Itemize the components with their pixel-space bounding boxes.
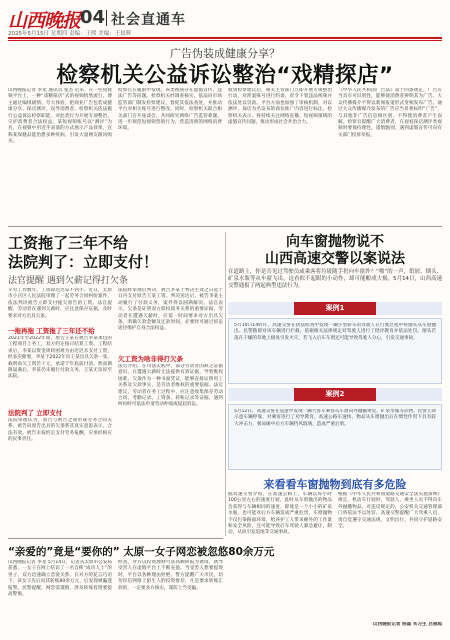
column-divider bbox=[225, 232, 226, 536]
newspaper-logo: 山西晚报 bbox=[8, 10, 81, 32]
story1-column-4: 《中华人民共和国广告法》第十四条规定，广告应当具有可识别性，能够使消费者辨明其为广告。大众传播媒介不得以新闻报道形式变相发布广告。通过大众传播媒介发布的广告应当显著标明“广告”，与其他非广告信息相区别，不得使消费者产生误解。检察官提醒广大消费者，在观看探店测评类视频时要保持理性，谨慎甄别，遇到虚假宣传可向有关部门投诉举报。 bbox=[338, 88, 442, 138]
story3-lead: 在道路上，你是否见过驾驶员或乘客将垃圾随手扔向车窗外？“啪”的一声，纸屑、烟头、矿泉水瓶等从车窗飞出。这看似不起眼的小动作，却可能酿成大祸。5月14日，山西高速交警通报了两起典型违法行为。 bbox=[228, 269, 442, 290]
story3-headline-line2: 山西高速交警以案说法 bbox=[265, 251, 405, 267]
story1-column-1: 山西晚报记者 李龙 通讯员 张杰 近来，在一些短视频平台上，一种“戏精探店”式的视频悄然流行，博主通过编排剧情、夸大体验，把商业广告包装成健康分享、探店测评，误导消费者。检察机关依法履行公益诉讼检察职能，对此类行为开展专项整治，守护消费者合法权益。某短视频账号以“测评”为名，在视频中用近乎表演的方式展示产品效果，宣称某保健品能治愈多种疾病，引发大量网友跟风购买。 bbox=[8, 88, 112, 145]
issue-meta: 2025年5月15日 星期四 责编：王熙 美编：王晨辉 bbox=[8, 31, 132, 37]
case1-text: 5月10日14时许，高速交警在执法检查中发现一辆小型轿车的驾驶人在行驶过程中将烟头从车窗抛出。民警随即对该车辆进行拦截，依据相关法律规定对驾驶人进行了批评教育并依法处罚。烟头若落在干燥的草地上极易引发火灾，若飞入后车车窗还可能导致驾驶人分心，引发交通事故。 bbox=[234, 323, 436, 341]
story4-column-2: 经查，对方以投资理财可获高额回报为诱饵，诱导受害人在虚假平台上不断充值，当受害人想要提现时，平台以各种理由拒绝。警方提醒广大市民，切勿轻信网络上陌生人的投资推荐，凡是要求转账汇款的，一定要多方核实，谨防上当受骗。 bbox=[118, 560, 223, 591]
story-divider bbox=[8, 226, 442, 227]
masthead bbox=[8, 6, 442, 36]
story1-column-2: 检察官在履职中发现，该类视频存在虚假宣传、违法广告等问题。检察机关经调查核实，依法向市场监管部门制发检察建议，督促其依法查处，并推动平台对相关账号进行整改。同时，检察机关联合相关部门召开座谈会，共同研究网络广告监管难题，进一步规范短视频营销行为，营造清朗的网络消费环境。 bbox=[118, 88, 222, 132]
case2-tag: 案例2 bbox=[294, 388, 376, 401]
masthead-rule-thin bbox=[8, 40, 442, 41]
story3-headline-2: 来看看车窗抛物到底有多危险 bbox=[263, 478, 407, 491]
story4-headline: “亲爱的”竟是“要你的” 太原一女子网恋被忽悠80余万元 bbox=[8, 546, 275, 558]
story1-kicker: 广告伪装成健康分享？ bbox=[170, 47, 280, 60]
story1-headline: 检察机关公益诉讼整治“戏精探店” bbox=[56, 63, 394, 88]
case1-tag: 案例1 bbox=[294, 302, 376, 315]
case2-box bbox=[228, 404, 442, 470]
story2-headline-line1: 工资拖了三年不给 bbox=[8, 234, 129, 252]
story2-subhead-3: 欠工资为啥非得打欠条 bbox=[118, 355, 183, 363]
case1-box bbox=[228, 318, 442, 384]
story2-column-1: 辛劳工作数年，工资却迟迟拿不到手。近日，太原市小店区人民法院审理了一起劳务合同纠纷案件，依法判决被告立即支付拖欠原告的工资。法官提醒，劳动者在遇到欠薪时，应注意保存证据，及时要求对方出具欠条。 bbox=[8, 288, 112, 319]
story2-column-2b: 法官介绍，在司法实践中，部分劳动者因缺乏证据意识，在遭遇欠薪时无法提供有效证据，导致维权困难。欠条作为一种书面凭证，能够直接证明用工关系及欠款事实，是劳动者维权的重要依据。法官建议，劳动者在务工过程中，应注意收集保存劳动合同、考勤记录、工资条、转账记录等证据，遇到纠纷时可依法申请劳动仲裁或提起诉讼。 bbox=[118, 364, 223, 408]
story3-column-1: 据高速交警介绍，在高速公路上，车辆以每小时100公里左右的速度行驶，此时从车窗抛出的物品会获得与车辆相同的速度，即使是一个小小的矿泉水瓶，也可能对后方车辆造成严重危害。车窗抛物不仅污染路面环境，给养护工人带来额外的工作量和安全风险，还可能导致后车驾驶人紧急避让、制动，从而引发追尾等交通事故。 bbox=[228, 492, 332, 536]
story3-headline-line1: 向车窗抛物说不 bbox=[286, 234, 384, 250]
masthead-separator bbox=[106, 10, 107, 26]
story2-column-1c: 法院审理认为，原告与被告之间形成劳务合同关系，被告向原告出具的欠条系其真实意思表示，合法有效。被告未按约定支付劳务报酬，应承担相应的民事责任。 bbox=[8, 418, 112, 443]
story2-subhead-1: 一拖再拖 工资拖了三年还不给 bbox=[8, 327, 95, 335]
story2-subhead-2: 法院判了 立即支付 bbox=[8, 409, 63, 417]
page-number: 04 bbox=[80, 7, 106, 28]
story2-subheadline: 法官提醒 遇到欠薪记得打欠条 bbox=[8, 276, 128, 286]
story2-headline-line2: 法院判了：立即支付！ bbox=[8, 253, 159, 271]
story2-column-2: 法院经审理后判决，被告李某于判决生效之日起十日内支付原告王某工资。判决送达后，被告李某主动履行了付款义务，案件得以圆满解决。法官表示，欠条是证明双方债权债务关系的重要证据，劳动者在遭遇欠薪时，应第一时间要求对方出具欠条，明确欠款金额及还款时间，必要时可通过诉讼途径维护自身合法权益。 bbox=[118, 288, 223, 332]
story4-column-1: 山西晚报记者 李龙 5月14日，记者从太原市公安局获悉，一女子在网上结识了一名自称“成功人士”的男子，双方迅速确立恋爱关系。在对方的花言巧语下，该女子先后向其转账80余万元，后发现被骗遂报警。民警提醒，网恋需谨慎，涉及转账投资要提高警惕。 bbox=[8, 560, 112, 598]
case2-text: 5月12日，高速交警在巡逻中发现一辆大客车乘客从车窗向外抛撒果皮、矿泉水瓶等杂物。民警立即示意车辆停靠，对乘客进行了劝导教育。高速公路车速快，物品从车窗抛出后在惯性作用下具有较大冲击力，极易砸中后方车辆挡风玻璃，造成严重后果。 bbox=[234, 409, 436, 427]
story1-column-3: 收到检察建议后，相关主管部门立即开展专项整治行动，对涉案账号进行约谈，责令下架违法视频并依法处以罚款。平台方面也加强了审核机制，对以测评、探店为名发布的商业推广内容进行标注。检察机关表示，将持续关注网络直播、短视频领域的虚假宣传问题，推动形成社会共治合力。 bbox=[228, 88, 332, 126]
masthead-rule bbox=[8, 37, 442, 39]
section-title: 社会直通车 bbox=[111, 12, 186, 28]
story4-divider bbox=[8, 538, 223, 539]
story3-column-2: 根据《中华人民共和国道路交通安全法实施条例》规定，机动车行驶时，驾驶人、乘坐人员不得向车外抛撒物品。对违反规定的，公安机关交通管理部门将依法予以处罚。高速交警提醒广大驾乘人员，请自觉遵守交通法规，文明出行，共同守护道路安全。 bbox=[338, 492, 442, 530]
story3-byline: 山西晚报记者 杨磊 实习生 吕燕超 bbox=[372, 622, 442, 627]
story2-column-1b: 2021年至2022年间，原告王某在被告李某承包的工程项目上务工，双方约定按日结算工资。工程结束后，李某以资金周转困难为由迟迟未支付工资，经多次催要，李某于2022年向王某出具欠条一张，载明尚欠工资若干元，承诺于年底前付清。然而期限届满后，李某仍未履行付款义务，王某无奈诉至法院。 bbox=[8, 336, 112, 380]
